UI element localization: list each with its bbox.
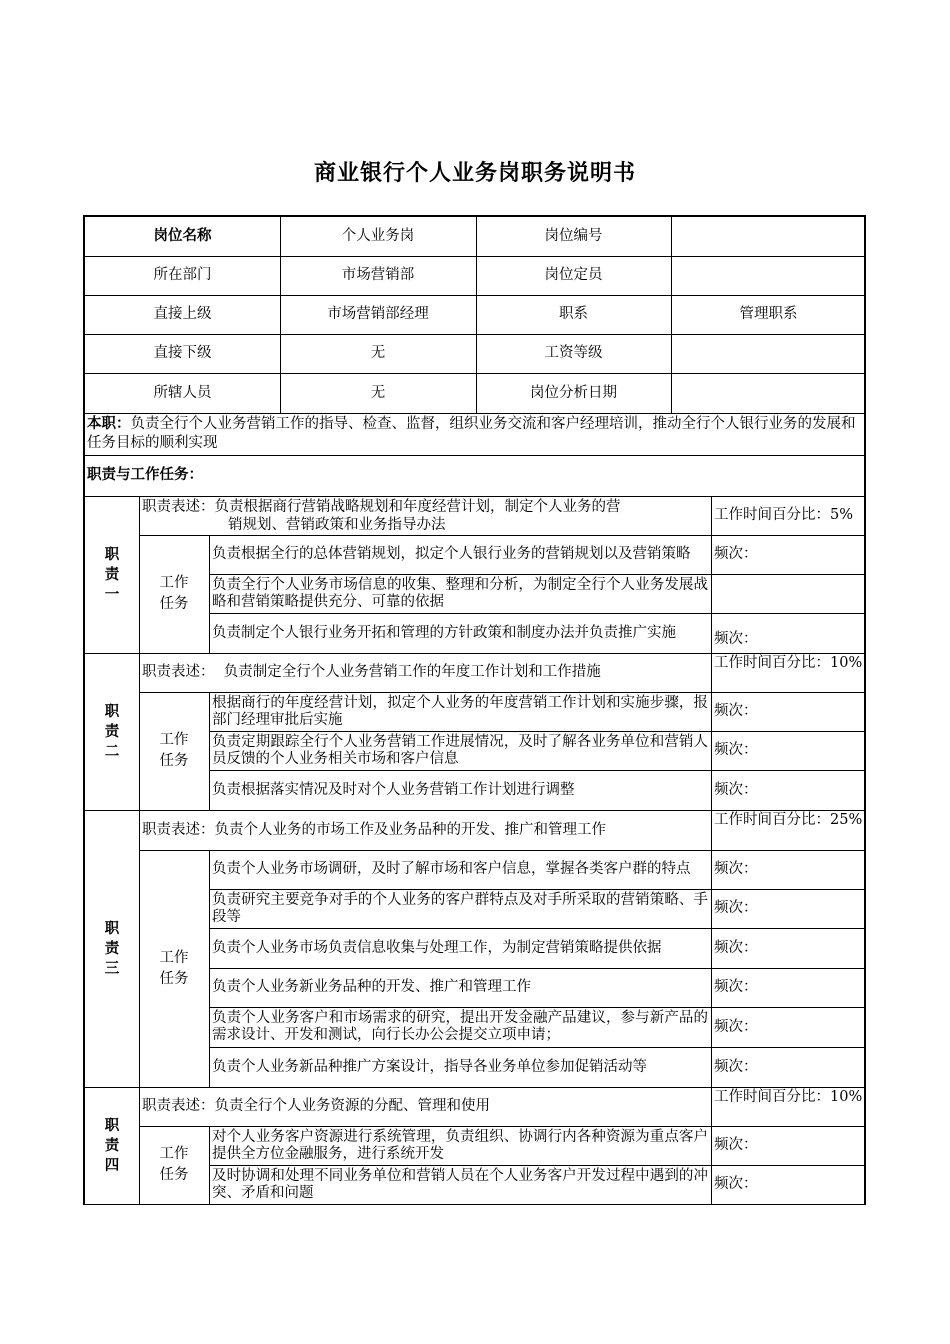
info-value bbox=[671, 334, 866, 374]
duty-name: 职 责 一 bbox=[85, 496, 140, 654]
time-percent: 工作时间百分比：10% bbox=[711, 1087, 866, 1127]
task-item: 对个人业务客户资源进行系统管理，负责组织、协调行内各种资源为重点客户提供全方位金融服务，进行系统开发 bbox=[209, 1126, 712, 1166]
duty-name: 职 责 三 bbox=[85, 810, 140, 1088]
info-label: 直接上级 bbox=[85, 295, 281, 335]
info-label: 岗位名称 bbox=[85, 217, 281, 257]
task-frequency: 频次： bbox=[711, 889, 866, 929]
job-description-table bbox=[83, 215, 866, 1205]
task-item: 负责定期跟踪全行个人业务营销工作进展情况，及时了解各业务单位和营销人员反馈的个人业务相关市场和客户信息 bbox=[209, 731, 712, 771]
info-value bbox=[671, 373, 866, 414]
task-frequency: 频次： bbox=[711, 1047, 866, 1088]
duty-name: 职 责 二 bbox=[85, 653, 140, 811]
task-item: 负责全行个人业务市场信息的收集、整理和分析，为制定全行个人业务发展战略和营销策略提供充分、可靠的依据 bbox=[209, 574, 712, 614]
info-value bbox=[671, 256, 866, 296]
task-frequency: 频次： bbox=[711, 731, 866, 771]
task-item: 根据商行的年度经营计划，拟定个人业务的年度营销工作计划和实施步骤，报部门经理审批后实施 bbox=[209, 692, 712, 732]
task-item: 及时协调和处理不同业务单位和营销人员在个人业务客户开发过程中遇到的冲突、矛盾和问题 bbox=[209, 1165, 712, 1205]
task-label: 工作任务 bbox=[139, 692, 210, 811]
info-label: 岗位编号 bbox=[476, 217, 672, 257]
task-item: 负责个人业务市场调研，及时了解市场和客户信息，掌握各类客户群的特点 bbox=[209, 850, 712, 890]
info-value: 市场营销部经理 bbox=[280, 295, 477, 335]
task-frequency: 频次： bbox=[711, 535, 866, 575]
time-percent: 工作时间百分比：5% bbox=[711, 496, 866, 536]
task-frequency: 频次： bbox=[711, 692, 866, 732]
task-item: 负责个人业务新业务品种的开发、推广和管理工作 bbox=[209, 968, 712, 1008]
info-label: 岗位分析日期 bbox=[476, 373, 672, 414]
info-label: 所辖人员 bbox=[85, 373, 281, 414]
time-percent: 工作时间百分比：25% bbox=[711, 810, 866, 851]
info-label: 直接下级 bbox=[85, 334, 281, 374]
time-percent: 工作时间百分比：10% bbox=[711, 653, 866, 693]
task-item: 负责个人业务新品种推广方案设计，指导各业务单位参加促销活动等 bbox=[209, 1047, 712, 1088]
summary-label: 本职： bbox=[87, 416, 131, 432]
task-frequency: 频次： bbox=[711, 968, 866, 1008]
duty-description: 职责表述：负责个人业务的市场工作及业务品种的开发、推广和管理工作 bbox=[139, 810, 712, 851]
task-label: 工作任务 bbox=[139, 1126, 210, 1205]
info-label: 工资等级 bbox=[476, 334, 672, 374]
task-frequency: 频次： bbox=[711, 850, 866, 890]
task-frequency bbox=[711, 574, 866, 614]
duty-description: 职责表述：负责根据商行营销战略规划和年度经营计划，制定个人业务的营 销规划、营销政策和业务指导办法 bbox=[139, 496, 712, 536]
task-item: 负责制定个人银行业务开拓和管理的方针政策和制度办法并负责推广实施 bbox=[209, 613, 712, 654]
info-label: 岗位定员 bbox=[476, 256, 672, 296]
info-label: 职系 bbox=[476, 295, 672, 335]
task-item: 负责个人业务客户和市场需求的研究，提出开发金融产品建议，参与新产品的需求设计、开发和测试，向行长办公会提交立项申请； bbox=[209, 1007, 712, 1048]
task-frequency: 频次： bbox=[711, 613, 866, 654]
duty-description: 职责表述：负责全行个人业务资源的分配、管理和使用 bbox=[139, 1087, 712, 1127]
info-value: 管理职系 bbox=[671, 295, 866, 335]
info-value: 无 bbox=[280, 334, 477, 374]
task-frequency: 频次： bbox=[711, 1126, 866, 1166]
task-item: 负责根据全行的总体营销规划，拟定个人银行业务的营销规划以及营销策略 bbox=[209, 535, 712, 575]
info-value: 无 bbox=[280, 373, 477, 414]
task-frequency: 频次： bbox=[711, 1165, 866, 1205]
task-item: 负责个人业务市场负责信息收集与处理工作，为制定营销策略提供依据 bbox=[209, 928, 712, 969]
task-item: 负责根据落实情况及时对个人业务营销工作计划进行调整 bbox=[209, 770, 712, 811]
job-summary bbox=[85, 413, 866, 456]
page-title: 商业银行个人业务岗职务说明书 bbox=[313, 161, 636, 186]
task-item: 负责研究主要竞争对手的个人业务的客户群特点及对手所采取的营销策略、手段等 bbox=[209, 889, 712, 929]
task-frequency: 频次： bbox=[711, 928, 866, 969]
summary-text: 负责全行个人业务营销工作的指导、检查、监督，组织业务交流和客户经理培训，推动全行个人银行业务的发展和任务目标的顺利实现 bbox=[87, 416, 856, 451]
task-label: 工作任务 bbox=[139, 850, 210, 1088]
info-value bbox=[671, 217, 866, 257]
duty-name: 职 责 四 bbox=[85, 1087, 140, 1205]
info-label: 所在部门 bbox=[85, 256, 281, 296]
duties-header: 职责与工作任务： bbox=[85, 455, 866, 497]
duty-description: 职责表述： 负责制定全行个人业务营销工作的年度工作计划和工作措施 bbox=[139, 653, 712, 693]
task-frequency: 频次： bbox=[711, 770, 866, 811]
task-frequency: 频次： bbox=[711, 1007, 866, 1048]
task-label: 工作任务 bbox=[139, 535, 210, 654]
info-value: 个人业务岗 bbox=[280, 217, 477, 257]
info-value: 市场营销部 bbox=[280, 256, 477, 296]
